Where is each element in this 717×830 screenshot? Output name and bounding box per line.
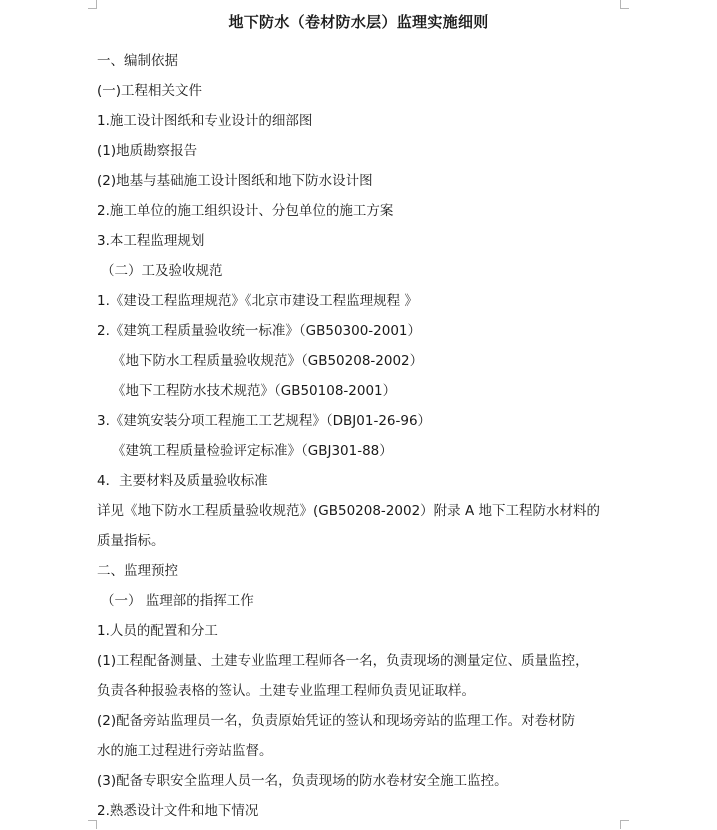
list-item: (2)地基与基础施工设计图纸和地下防水设计图 (97, 173, 373, 189)
list-item: 3.《建筑安装分项工程施工工艺规程》（DBJ01-26-96） (97, 413, 432, 429)
section-heading: 一、编制依据 (97, 53, 178, 69)
subsection-heading: （一） 监理部的指挥工作 (101, 593, 254, 609)
list-item: 2.施工单位的施工组织设计、分包单位的施工方案 (97, 203, 394, 219)
paragraph-line: (3)配备专职安全监理人员一名，负责现场的防水卷材安全施工监控。 (97, 773, 508, 789)
paragraph-line: 水的施工过程进行旁站监督。 (97, 743, 273, 759)
paragraph-line: (2)配备旁站监理员一名，负责原始凭证的签认和现场旁站的监理工作。对卷材防 (97, 713, 576, 729)
list-item: 《建筑工程质量检验评定标准》（GBJ301-88） (112, 443, 393, 459)
paragraph-line: (1)工程配备测量、土建专业监理工程师各一名，负责现场的测量定位、质量监控， (97, 653, 589, 669)
paragraph-line: 质量指标。 (97, 533, 165, 549)
list-item: (1)地质勘察报告 (97, 143, 198, 159)
list-item: 4．主要材料及质量验收标准 (97, 473, 268, 489)
page-corner-mark (620, 820, 629, 829)
section-heading: 二、监理预控 (97, 563, 178, 579)
document-title: 地下防水（卷材防水层）监理实施细则 (228, 13, 489, 31)
list-item: 3.本工程监理规划 (97, 233, 205, 249)
subsection-heading: (一)工程相关文件 (97, 83, 203, 99)
list-item: 1.施工设计图纸和专业设计的细部图 (97, 113, 313, 129)
page-corner-mark (88, 0, 97, 9)
list-item: 2.熟悉设计文件和地下情况 (97, 803, 259, 819)
list-item: 《地下防水工程质量验收规范》（GB50208-2002） (112, 353, 424, 369)
list-item: 1.《建设工程监理规范》《北京市建设工程监理规程 》 (97, 293, 418, 309)
subsection-heading: （二）工及验收规范 (101, 263, 223, 279)
list-item: 《地下工程防水技术规范》（GB50108-2001） (112, 383, 397, 399)
list-item: 1.人员的配置和分工 (97, 623, 218, 639)
list-item: 2.《建筑工程质量验收统一标准》（GB50300-2001） (97, 323, 422, 339)
page-corner-mark (620, 0, 629, 9)
paragraph-line: 负责各种报验表格的签认。土建专业监理工程师负责见证取样。 (97, 683, 475, 699)
paragraph-line: 详见《地下防水工程质量验收规范》(GB50208-2002）附录 A 地下工程防水材料的 (97, 503, 600, 519)
page-corner-mark (88, 820, 97, 829)
